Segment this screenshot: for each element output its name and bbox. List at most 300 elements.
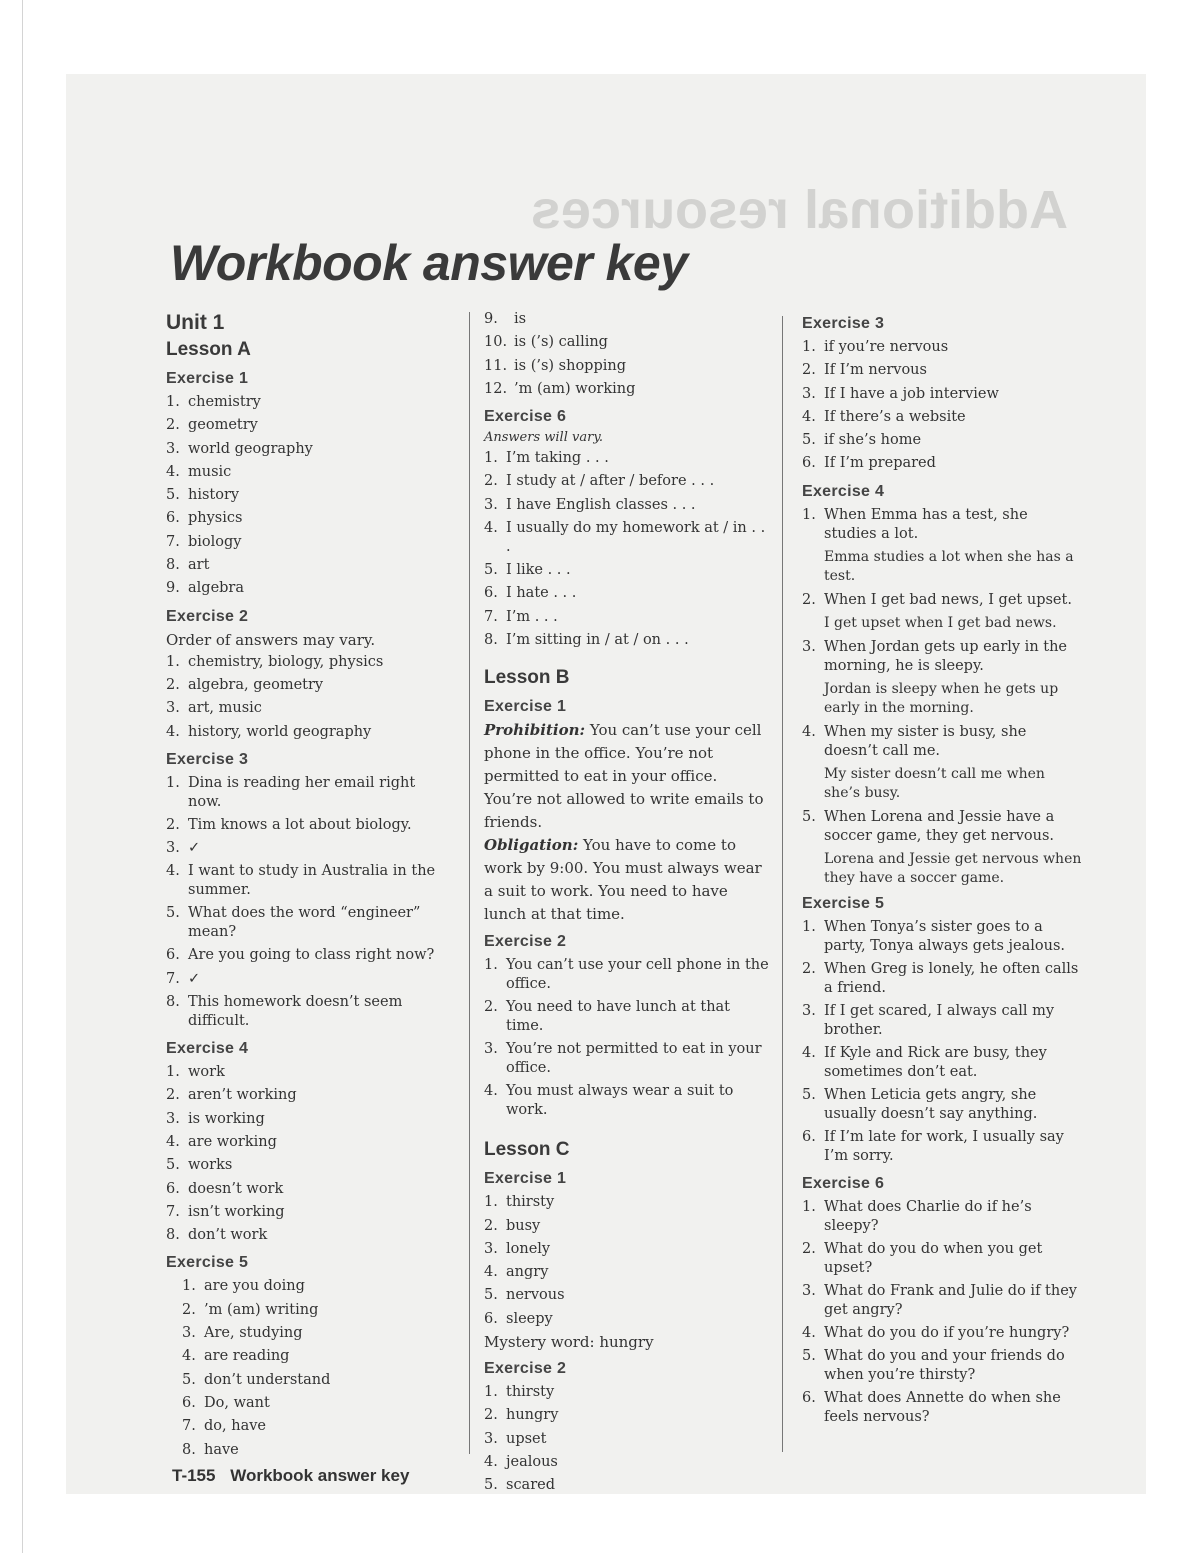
list-item [484,355,770,378]
list-item [166,721,448,744]
item-text: What do you do when you get upset? [824,1241,1043,1277]
item-number: 2. [166,417,180,434]
item-number: 12. [484,380,508,397]
item-text: aren’t working [188,1087,297,1104]
item-text: biology [188,533,242,550]
item-number: 1. [166,774,180,791]
item-text: What does Annette do when she feels nervous? [824,1390,1061,1426]
scan-edge [22,0,23,1553]
item-number: 1. [802,506,816,523]
list-item [802,452,1084,475]
item-text: don’t understand [204,1371,331,1388]
item-number: 4. [802,1045,816,1062]
exercise-heading: Exercise 1 [484,698,567,716]
list-item [182,1439,448,1462]
item-text: thirsty [506,1384,555,1401]
exercise-heading: Exercise 2 [166,607,249,625]
item-number: 2. [802,1241,816,1258]
item-number: 5. [166,1157,180,1174]
item-text: doesn’t work [188,1180,284,1197]
answer-list [484,1381,770,1497]
item-number: 6. [166,947,180,964]
item-number: 8. [182,1441,196,1458]
page-footer [172,1466,409,1486]
exercise-heading: Exercise 6 [484,408,567,426]
list-item [484,954,770,996]
item-text: You’re not permitted to eat in your office. [506,1041,762,1077]
lesson-heading: Lesson A [166,339,251,360]
item-number: 1. [166,1064,180,1081]
list-item [166,1154,448,1177]
list-item [802,806,1084,848]
list-item [166,651,448,674]
item-number: 4. [484,1264,498,1281]
list-item [802,1280,1084,1322]
answer-list [166,772,448,1033]
item-number: 1. [802,1199,816,1216]
exercise-heading: Exercise 6 [802,1175,885,1193]
item-number: 2. [802,591,816,608]
item-number: 2. [484,1407,498,1424]
page-title: Workbook answer key [170,235,688,291]
item-number: 4. [166,463,180,480]
answer-list [484,447,770,652]
list-item [802,1238,1084,1280]
item-text: Are, studying [204,1325,303,1342]
item-number: 5. [484,562,498,579]
item-number: 7. [166,533,180,550]
mystery-word: Mystery word: hungry [484,1333,654,1352]
list-item [182,1275,448,1298]
list-item [484,629,770,652]
list-item [166,902,448,944]
item-text: What do you and your friends do when you’re thirsty? [824,1348,1065,1384]
item-number: 1. [802,339,816,355]
list-item [802,1000,1084,1042]
list-item [484,494,770,517]
item-number: 1. [802,919,816,936]
list-item [182,1322,448,1345]
item-number: 6. [166,510,180,527]
item-text: When I get bad news, I get upset. [824,591,1072,608]
item-number: 6. [166,1180,180,1197]
item-number: 8. [166,1227,180,1244]
column-2 [484,308,770,1498]
item-number: 11. [484,357,508,374]
column-divider-2 [782,316,783,1452]
item-number: 2. [166,1087,180,1104]
list-item [166,814,448,837]
list-item [484,1381,770,1404]
answer-list [166,651,448,744]
list-item [802,1196,1084,1238]
answer-list [484,954,770,1122]
item-text: This homework doesn’t seem difficult. [188,994,403,1030]
item-text: are you doing [204,1278,305,1295]
list-item [166,1201,448,1224]
item-number: 4. [182,1348,196,1365]
answer-list [484,1191,770,1331]
list-item [484,1451,770,1474]
item-number: 2. [166,816,180,833]
list-item [484,1474,770,1497]
item-text: I’m . . . [506,608,558,625]
item-text: nervous [506,1287,565,1304]
prohibition-text: You can’t use your cell phone in the office. You’re not permitted to eat in your office. You’re not allowed to write emails to friends. [484,721,764,832]
item-text: is (’s) shopping [514,357,626,374]
answer-list [802,916,1084,1168]
item-number: 4. [484,1453,498,1470]
item-text: chemistry, biology, physics [188,653,384,670]
item-text: I like . . . [506,562,571,579]
list-item [166,414,448,437]
item-text: I want to study in Australia in the summer. [188,863,436,899]
list-item [182,1299,448,1322]
item-number: 3. [802,385,816,402]
list-item [166,772,448,814]
list-item [484,308,770,331]
item-number: 4. [484,1083,498,1100]
list-item [484,996,770,1038]
list-item [484,1284,770,1307]
item-text: work [188,1064,225,1081]
item-text: I’m taking . . . [506,450,609,467]
list-item [166,507,448,530]
item-text: When Greg is lonely, he often calls a friend. [824,961,1079,997]
item-number: 6. [802,1129,816,1146]
item-number: 4. [802,1325,816,1342]
exercise-heading: Exercise 1 [484,1170,567,1188]
item-text: Dina is reading her email right now. [188,774,416,810]
list-item [802,1042,1084,1084]
item-text: art, music [188,700,262,717]
item-text: isn’t working [188,1203,285,1220]
list-item [802,721,1084,763]
list-item [802,504,1084,546]
answer-list [166,1275,448,1461]
list-item [166,554,448,577]
footer-label: Workbook answer key [230,1466,410,1485]
exercise-heading: Exercise 4 [166,1040,249,1058]
item-text: When Jordan gets up early in the morning, he is sleepy. [824,639,1068,675]
item-number: 5. [166,905,180,922]
alternate-answer: I get upset when I get bad news. [824,615,1057,632]
item-number: 1. [484,957,498,974]
item-text: history [188,487,240,504]
answer-list [166,391,448,601]
item-number: 3. [484,1041,498,1058]
item-text: I’m sitting in / at / on . . . [506,631,689,648]
item-text: When my sister is busy, she doesn’t call me. [824,724,1027,760]
item-text: If I’m late for work, I usually say I’m sorry. [824,1129,1064,1165]
list-item [484,582,770,605]
column-1 [166,308,448,1462]
list-item [166,577,448,600]
item-number: 8. [484,631,498,648]
list-item [802,1126,1084,1168]
item-text: is [514,311,527,327]
item-number: 9. [484,311,498,327]
item-text: I have English classes . . . [506,496,696,513]
item-text: algebra, geometry [188,676,324,693]
item-text: If I have a job interview [824,385,999,402]
item-number: 3. [166,1110,180,1127]
item-text: You need to have lunch at that time. [506,999,731,1035]
obligation-paragraph [484,834,770,926]
item-number: 1. [182,1278,196,1295]
list-item [802,1322,1084,1345]
alternate-answer: Jordan is sleepy when he gets up early in the morning. [824,681,1059,717]
item-number: 3. [802,1283,816,1300]
item-number: 1. [484,1194,498,1211]
list-item [166,1131,448,1154]
item-number: 4. [484,520,498,537]
item-number: 10. [484,334,508,351]
list-item [182,1415,448,1438]
answer-list [166,1061,448,1247]
item-text: if you’re nervous [824,339,949,355]
list-item [802,1387,1084,1429]
exercise-heading: Exercise 2 [484,933,567,951]
list-item [166,438,448,461]
list-item [166,1061,448,1084]
item-number: 5. [484,1287,498,1304]
list-item [484,1261,770,1284]
item-number: 3. [182,1325,196,1342]
item-text: What does Charlie do if he’s sleepy? [824,1199,1032,1235]
list-item [166,674,448,697]
item-number: 3. [484,1240,498,1257]
list-item [484,378,770,401]
item-text: I usually do my homework at / in . . . [506,520,766,556]
item-text: When Leticia gets angry, she usually doesn’t say anything. [824,1087,1038,1123]
list-item [166,697,448,720]
list-item [802,336,1084,359]
item-text: I study at / after / before . . . [506,473,715,490]
bleed-through-heading: Additional resources [530,180,1068,240]
item-number: 1. [166,394,180,410]
item-number: 2. [802,961,816,978]
item-number: 5. [802,1348,816,1365]
list-item [802,429,1084,452]
item-number: 3. [166,700,180,717]
list-item [182,1392,448,1415]
column-divider-1 [469,312,470,1454]
item-number: 4. [802,724,816,741]
list-item [802,406,1084,429]
item-number: 2. [484,1217,498,1234]
item-number: 3. [802,639,816,656]
item-text: works [188,1157,233,1174]
item-text: I hate . . . [506,585,577,602]
item-text: If I’m prepared [824,455,936,472]
list-item [166,461,448,484]
prohibition-label: Prohibition: [484,721,586,740]
list-item [166,1084,448,1107]
item-text: lonely [506,1240,551,1257]
list-item [166,391,448,414]
list-item [484,447,770,470]
item-number: 7. [166,1203,180,1220]
item-text: If Kyle and Rick are busy, they sometimes don’t eat. [824,1045,1047,1081]
item-number: 8. [166,994,180,1011]
item-number: 6. [484,585,498,602]
item-text: sleepy [506,1310,553,1327]
list-item [802,589,1084,612]
item-number: 9. [166,580,180,597]
item-number: 5. [802,1087,816,1104]
item-number: 5. [166,487,180,504]
item-text: ’m (am) working [514,380,636,397]
list-item [484,606,770,629]
exercise-heading: Exercise 3 [166,750,249,768]
item-text: Do, want [204,1394,270,1411]
list-item [484,470,770,493]
item-number: 1. [166,653,180,670]
list-item [166,837,448,860]
item-number: 4. [166,723,180,740]
item-number: 8. [166,557,180,574]
item-text: Tim knows a lot about biology. [188,816,412,833]
list-item [166,1108,448,1131]
list-item [182,1369,448,1392]
list-item [182,1345,448,1368]
exercise-heading: Exercise 2 [484,1360,567,1378]
item-text: is (’s) calling [514,334,608,351]
exercise-heading: Exercise 1 [166,370,249,387]
item-number: 6. [802,1390,816,1407]
item-text: chemistry [188,394,261,410]
list-item [484,1038,770,1080]
list-item [802,958,1084,1000]
list-item [166,531,448,554]
item-text: If there’s a website [824,408,966,425]
item-text: What does the word “engineer” mean? [188,905,421,941]
item-number: 5. [802,432,816,449]
item-text: You can’t use your cell phone in the office. [506,957,769,993]
alternate-answer: Emma studies a lot when she has a test. [824,548,1074,584]
item-number: 1. [484,1384,498,1401]
unit-heading: Unit 1 [166,311,225,334]
item-number: 3. [802,1003,816,1020]
item-text: Are you going to class right now? [188,947,435,964]
item-text: are reading [204,1348,290,1365]
item-text: do, have [204,1418,266,1435]
item-text: geometry [188,417,258,434]
list-item [484,1191,770,1214]
list-item [166,1224,448,1247]
item-text: When Lorena and Jessie have a soccer game, they get nervous. [824,809,1055,845]
item-number: 5. [182,1371,196,1388]
item-text: When Emma has a test, she studies a lot. [824,506,1028,542]
item-number: 5. [802,809,816,826]
item-text: history, world geography [188,723,372,740]
exercise-note: Order of answers may vary. [166,630,376,649]
list-item [166,484,448,507]
list-item [484,559,770,582]
item-text: world geography [188,440,313,457]
item-text: art [188,557,210,574]
alternate-answer: Lorena and Jessie get nervous when they have a soccer game. [824,851,1082,887]
item-number: 2. [182,1301,196,1318]
list-item [484,331,770,354]
item-number: 3. [166,440,180,457]
obligation-text: You have to come to work by 9:00. You must always wear a suit to work. You need to have lunch at that time. [484,836,762,924]
list-item [484,1308,770,1331]
list-item [166,968,448,991]
exercise-note: Answers will vary. [484,430,604,446]
list-item [484,1404,770,1427]
list-item [802,359,1084,382]
item-text: is working [188,1110,265,1127]
item-number: 3. [484,1430,498,1447]
item-text: upset [506,1430,547,1447]
list-item [802,1345,1084,1387]
list-item [166,1178,448,1201]
item-text: physics [188,510,243,527]
item-number: 3. [484,496,498,513]
item-number: 2. [484,473,498,490]
item-text: When Tonya’s sister goes to a party, Tonya always gets jealous. [824,919,1066,955]
alternate-answer: My sister doesn’t call me when she’s busy. [824,766,1045,802]
item-number: 1. [484,450,498,467]
item-text: What do Frank and Julie do if they get angry? [824,1283,1077,1319]
answer-list [802,336,1084,476]
obligation-label: Obligation: [484,836,579,855]
page-number: T-155 [172,1466,216,1485]
list-item [802,916,1084,958]
item-text: ✓ [188,840,201,857]
item-text: If I’m nervous [824,362,927,379]
column-3 [802,308,1084,1429]
list-item [166,860,448,902]
list-item [802,383,1084,406]
item-text: If I get scared, I always call my brother. [824,1003,1055,1039]
exercise-heading: Exercise 5 [802,895,885,913]
item-number: 2. [802,362,816,379]
item-number: 4. [802,408,816,425]
lesson-heading: Lesson C [484,1139,570,1161]
item-number: 2. [484,999,498,1016]
item-text: angry [506,1264,549,1281]
item-number: 6. [484,1310,498,1327]
item-number: 3. [166,840,180,857]
item-number: 4. [166,863,180,880]
list-item [166,991,448,1033]
item-number: 4. [166,1133,180,1150]
list-item [802,1084,1084,1126]
item-text: algebra [188,580,245,597]
item-number: 7. [484,608,498,625]
item-number: 2. [166,676,180,693]
answer-list [802,504,1084,888]
exercise-heading: Exercise 3 [802,315,885,332]
item-text: if she’s home [824,432,922,449]
list-item [802,636,1084,678]
exercise-heading: Exercise 4 [802,482,885,500]
item-text: are working [188,1133,277,1150]
item-text: ✓ [188,970,201,987]
item-number: 6. [802,455,816,472]
item-text: ’m (am) writing [204,1301,319,1318]
item-text: thirsty [506,1194,555,1211]
item-text: busy [506,1217,541,1234]
exercise-heading: Exercise 5 [166,1254,249,1272]
answer-list [802,1196,1084,1429]
list-item [484,1215,770,1238]
list-item [484,1428,770,1451]
list-item [484,517,770,559]
